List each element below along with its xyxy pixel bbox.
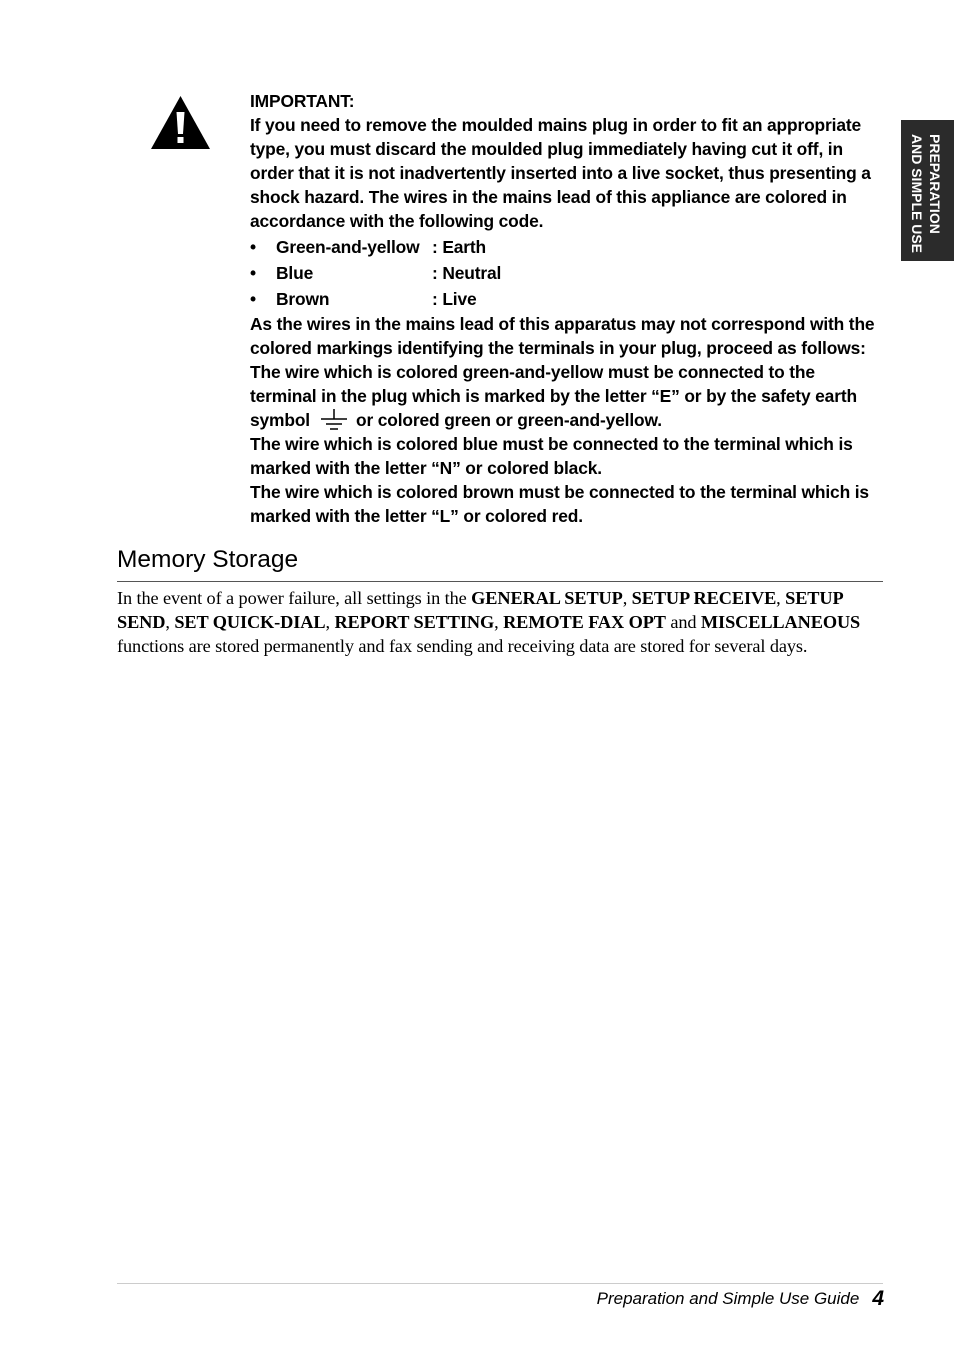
important-paragraph-1: As the wires in the mains lead of this apparatus may not correspond with the colored markings identifying the terminals in your plug, proceed as follows: <box>250 314 875 358</box>
memory-storage-text <box>117 586 883 658</box>
paragraph-2-start: The wire which is colored green-and-yellow must be connected to the terminal in the plug which is marked by the letter “E” or by the safety earth symbol <box>250 362 857 430</box>
guide-title: Preparation and Simple Use Guide <box>596 1289 860 1308</box>
side-tab-line-1: PREPARATION <box>927 134 943 234</box>
text-run: , <box>325 612 335 632</box>
text-run: , <box>622 588 632 608</box>
important-notice <box>250 89 880 528</box>
wire-color: Green-and-yellow <box>276 237 420 257</box>
bullet-icon: • <box>250 237 256 257</box>
function-name: REPORT SETTING <box>334 612 495 632</box>
function-name: MISCELLANEOUS <box>700 612 861 632</box>
wire-meaning: : Live <box>432 289 477 309</box>
function-name: SETUP SEND <box>117 588 843 632</box>
list-item <box>250 286 880 312</box>
text-run: , <box>494 612 504 632</box>
page-number: 4 <box>872 1287 884 1310</box>
text-run: , <box>165 612 175 632</box>
wire-color-code-list <box>250 234 880 312</box>
wire-color: Blue <box>276 263 314 283</box>
important-intro: If you need to remove the moulded mains plug in order to fit an appropriate type, you must discard the moulded plug immediately having cut it off, in order that it is not inadvertently inserted into a live socket, thus presenting a shock hazard. The wires in the mains lead of this appliance are colored in accordance with the following code. <box>250 115 871 231</box>
function-name: REMOTE FAX OPT <box>503 612 666 632</box>
bullet-icon: • <box>250 289 256 309</box>
wire-meaning: : Neutral <box>432 263 502 283</box>
function-name: SET QUICK-DIAL <box>174 612 326 632</box>
bullet-icon: • <box>250 263 256 283</box>
important-paragraph-4: The wire which is colored brown must be connected to the terminal which is marked with the letter “L” or colored red. <box>250 482 869 526</box>
text-run: In the event of a power failure, all settings in the <box>117 588 472 608</box>
wire-color: Brown <box>276 289 330 309</box>
paragraph-2-end: or colored green or green-and-yellow. <box>355 410 662 430</box>
function-name: GENERAL SETUP <box>471 588 623 608</box>
text-run: functions are stored permanently and fax sending and receiving data are stored for several days. <box>117 636 808 656</box>
warning-icon <box>150 95 211 150</box>
text-run: and <box>665 612 701 632</box>
list-item <box>250 260 880 286</box>
title-divider <box>117 581 883 582</box>
important-paragraph-3: The wire which is colored blue must be connected to the terminal which is marked with the letter “N” or colored black. <box>250 434 853 478</box>
wire-meaning: : Earth <box>432 237 487 257</box>
function-name: SETUP RECEIVE <box>631 588 777 608</box>
page-footer <box>597 1283 884 1315</box>
important-heading: IMPORTANT: <box>250 91 355 111</box>
section-side-tab <box>901 120 954 261</box>
earth-ground-icon <box>320 409 348 431</box>
list-item <box>250 234 880 260</box>
side-tab-line-2: AND SIMPLE USE <box>909 134 925 254</box>
important-paragraph-2 <box>250 360 880 432</box>
text-run: , <box>776 588 786 608</box>
section-title: Memory Storage <box>117 546 299 573</box>
